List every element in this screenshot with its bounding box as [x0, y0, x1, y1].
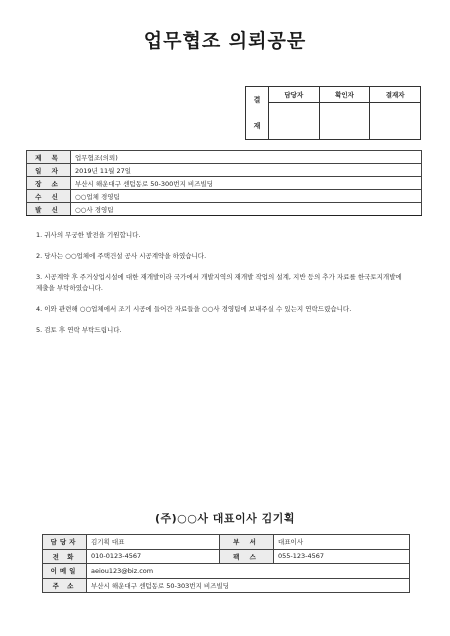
document-body	[36, 230, 420, 346]
contact-row-2	[43, 549, 410, 564]
document-title: 업무협조 의뢰공문	[143, 30, 307, 52]
contact-row-4	[43, 578, 410, 593]
signer-line: (주)○○사 대표이사 김기획	[154, 512, 296, 525]
contact-row-1	[43, 535, 410, 550]
approval-sign-approver	[370, 102, 421, 139]
contact-table	[42, 534, 410, 593]
contact-label-manager: 담당자	[43, 535, 87, 550]
body-paragraph-2: 2. 당사는 ○○업체에 주택건설 공사 시공계약을 하였습니다.	[36, 252, 207, 260]
contact-label-address: 주 소	[43, 578, 87, 593]
body-paragraph-1: 1. 귀사의 무궁한 발전을 기원합니다.	[36, 231, 141, 239]
info-row-sender	[27, 203, 422, 216]
approval-side-label-2: 재	[253, 122, 261, 130]
info-label-date: 일 자	[27, 164, 71, 177]
contact-value-phone: 010-0123-4567	[87, 549, 220, 564]
contact-label-fax: 팩 스	[220, 549, 274, 564]
contact-value-fax: 055-123-4567	[274, 549, 410, 564]
contact-label-dept: 부 서	[220, 535, 274, 550]
body-paragraph-5: 5. 검토 후 연락 부탁드립니다.	[36, 326, 122, 334]
info-label-place: 장 소	[27, 177, 71, 190]
approval-sign-reviewer	[319, 102, 370, 139]
info-value-place: 부산시 해운대구 센텀동로 50-300번지 비즈빌딩	[71, 177, 422, 190]
approval-col-reviewer: 확인자	[319, 87, 370, 103]
info-label-subject: 제 목	[27, 151, 71, 164]
info-row-date	[27, 164, 422, 177]
contact-value-email: aeiou123@biz.com	[87, 564, 410, 579]
document-info-table	[26, 150, 422, 216]
contact-value-manager: 김기획 대표	[87, 535, 220, 550]
body-paragraph-4: 4. 이와 관련해 ○○업체에서 조기 시공에 들어간 자료들을 ○○사 경영팀에 보내주실 수 있는지 연락드렸습니다.	[36, 305, 352, 313]
approval-col-manager: 담당자	[269, 87, 320, 103]
info-value-recipient: ○○업체 경영팀	[71, 190, 422, 203]
info-label-recipient: 수 신	[27, 190, 71, 203]
info-row-recipient	[27, 190, 422, 203]
approval-sign-manager	[269, 102, 320, 139]
contact-label-email: 이메일	[43, 564, 87, 579]
info-value-sender: ○○사 경영팀	[71, 203, 422, 216]
info-value-date: 2019년 11월 27일	[71, 164, 422, 177]
info-row-place	[27, 177, 422, 190]
approval-box	[245, 86, 421, 140]
contact-value-address: 부산시 해운대구 센텀동로 50-303번지 비즈빌딩	[87, 578, 410, 593]
approval-col-approver: 결재자	[370, 87, 421, 103]
body-paragraph-3: 3. 시공계약 후 주거상업시설에 대한 재개발이라 국가에서 개발지역의 재개발 작업의 설계, 지반 등의 추가 자료를 한국토지개발에 제출을 부탁하였습니다.	[36, 273, 402, 292]
info-label-sender: 발 신	[27, 203, 71, 216]
approval-side-label-1: 결	[253, 96, 261, 104]
contact-value-dept: 대표이사	[274, 535, 410, 550]
info-value-subject: 업무협조(의뢰)	[71, 151, 422, 164]
info-row-subject	[27, 151, 422, 164]
contact-row-3	[43, 564, 410, 579]
approval-side-label	[246, 87, 269, 140]
contact-label-phone: 전 화	[43, 549, 87, 564]
